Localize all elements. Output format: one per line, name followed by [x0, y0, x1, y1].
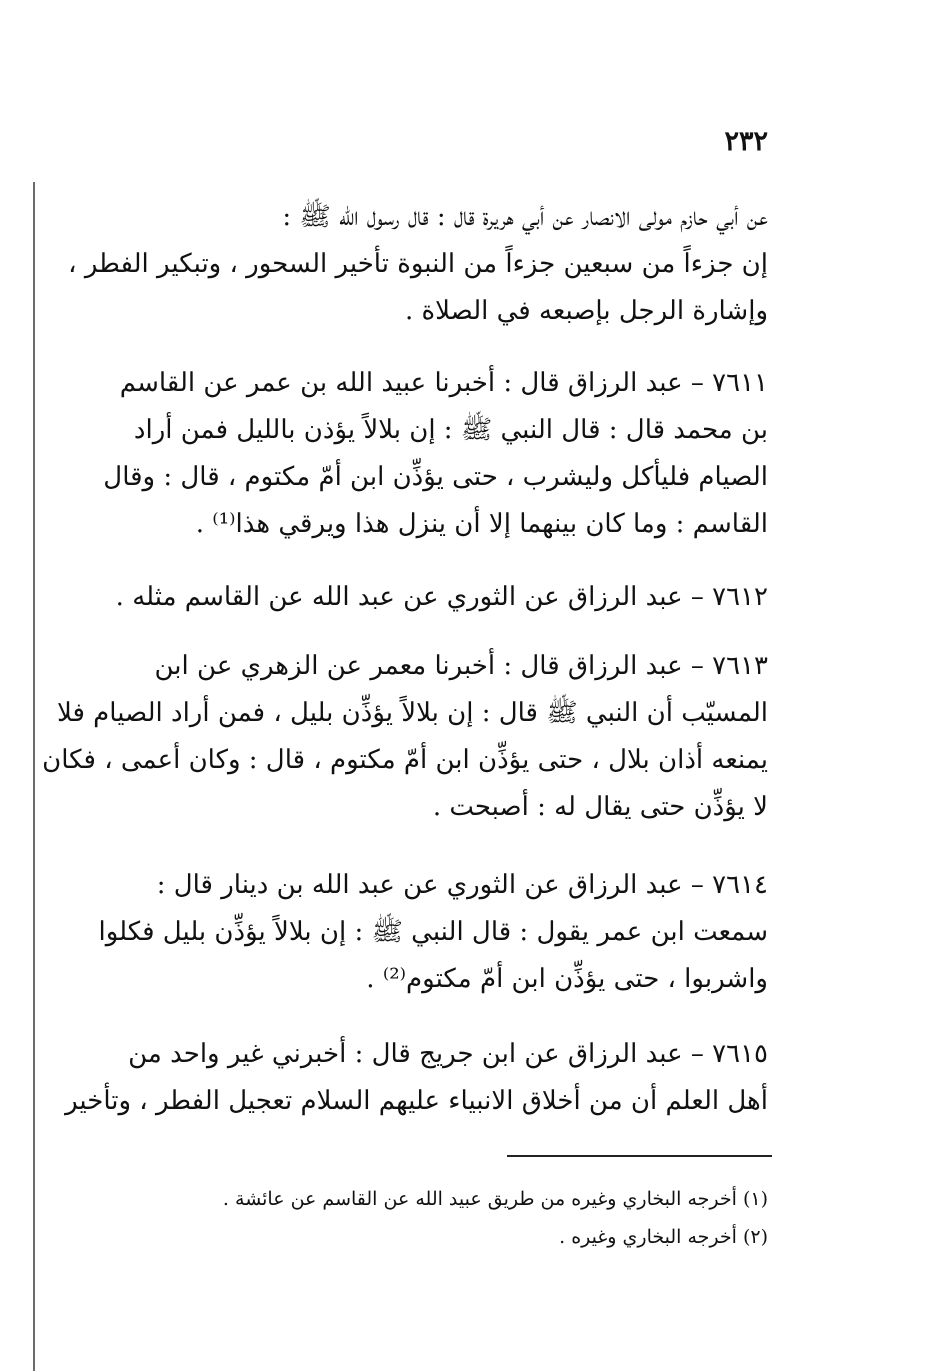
hadith-7613	[42, 643, 768, 831]
hadith-7612	[98, 574, 768, 621]
text-line: وإشارة الرجل بإصبعه في الصلاة .	[405, 296, 768, 326]
text-line: ٧٦١٥ – عبد الرزاق عن ابن جريج قال : أخبرني غير واحد من	[128, 1039, 768, 1069]
paragraph-continuation	[68, 194, 768, 335]
hadith-7611	[98, 360, 768, 548]
text-line: الصيام فليأكل وليشرب ، حتى يؤذِّن ابن أمّ مكتوم ، قال : وقال	[103, 462, 768, 492]
text-line: ٧٦١١ – عبد الرزاق قال : أخبرنا عبيد الله بن عمر عن القاسم	[119, 368, 768, 398]
text-line: سمعت ابن عمر يقول : قال النبي ﷺ : إن بلالاً يؤذِّن بليل فكلوا	[98, 917, 768, 947]
footnote-2: (٢) أخرجه البخاري وغيره .	[559, 1226, 768, 1248]
text-line: لا يؤذِّن حتى يقال له : أصبحت .	[432, 792, 768, 822]
hadith-7614	[98, 862, 768, 1003]
text-line: أهل العلم أن من أخلاق الانبياء عليهم السلام تعجيل الفطر ، وتأخير	[65, 1086, 768, 1116]
text-line: ٧٦١٤ – عبد الرزاق عن الثوري عن عبد الله بن دينار قال :	[156, 870, 768, 900]
text-line: المسيّب أن النبي ﷺ قال : إن بلالاً يؤذِّن بليل ، فمن أراد الصيام فلا	[56, 698, 768, 728]
margin-rule	[33, 182, 35, 1371]
footnotes	[223, 1180, 768, 1256]
text-line: القاسم : وما كان بينهما إلا أن ينزل هذا ويرقي هذا⁽¹⁾ .	[195, 509, 768, 539]
text-line: ٧٦١٢ – عبد الرزاق عن الثوري عن عبد الله عن القاسم مثله .	[115, 582, 768, 612]
text-line: عن أبي حازم مولى الانصار عن أبي هريرة قال : قال رسول الله ﷺ :	[282, 202, 768, 232]
text-line: إن جزءاً من سبعين جزءاً من النبوة تأخير السحور ، وتبكير الفطر ،	[68, 249, 768, 279]
footnote-1: (١) أخرجه البخاري وغيره من طريق عبيد الله عن القاسم عن عائشة .	[222, 1188, 768, 1210]
text-line: بن محمد قال : قال النبي ﷺ : إن بلالاً يؤذن بالليل فمن أراد	[133, 415, 768, 445]
text-line: واشربوا ، حتى يؤذِّن ابن أمّ مكتوم⁽²⁾ .	[366, 964, 768, 994]
footnote-divider	[507, 1155, 772, 1157]
text-line: يمنعه أذان بلال ، حتى يؤذِّن ابن أمّ مكتوم ، قال : وكان أعمى ، فكان	[42, 745, 768, 775]
hadith-7615	[65, 1031, 768, 1125]
text-line: ٧٦١٣ – عبد الرزاق قال : أخبرنا معمر عن الزهري عن ابن	[154, 651, 768, 681]
page-number: ٢٣٢	[724, 126, 768, 157]
